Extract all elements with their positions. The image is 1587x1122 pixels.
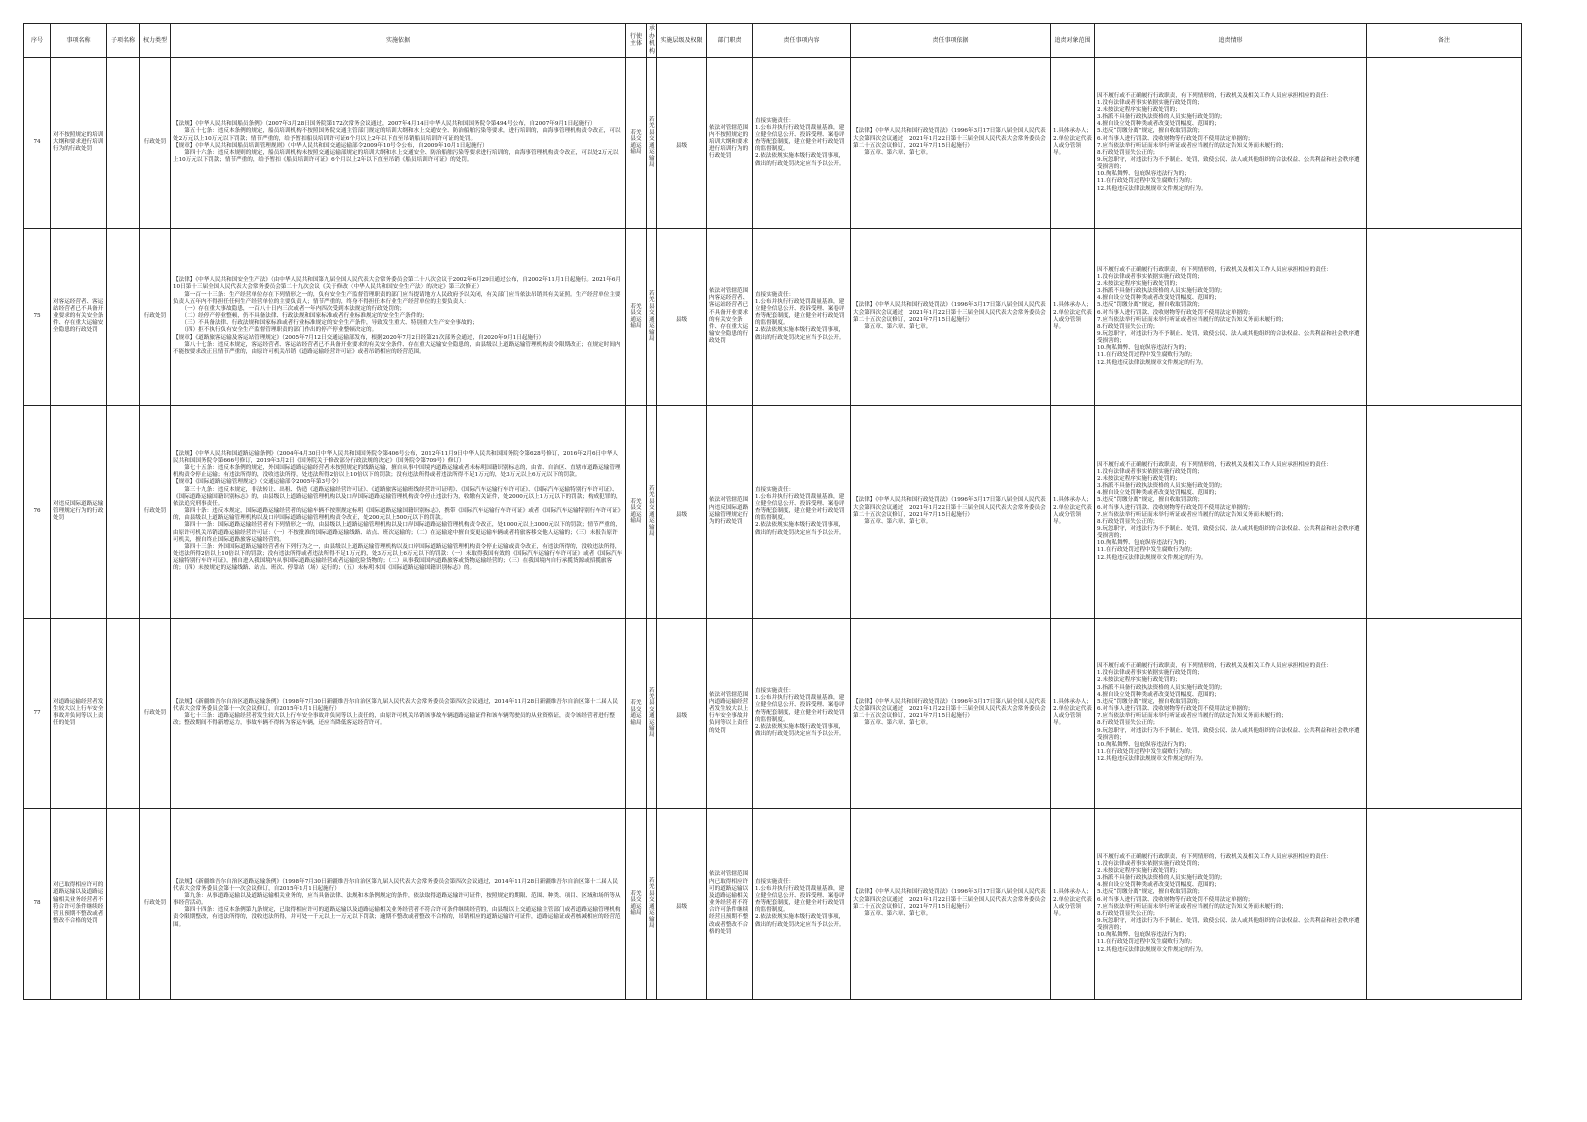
table-row (24, 405, 1522, 618)
responsibility-content: 直接实施责任： 1.公布并执行行政处罚裁量基准，建立健全信息公开、投诉受理、案卷评查等配套制度，建立健全对行政处罚的监督制度。 2.依法依规实施本级行政处罚事项，做出的行政处罚决定应当予以公开。 (753, 405, 851, 618)
legal-basis: 【法规】《新疆维吾尔自治区道路运输条例》（1998年7月30日新疆维吾尔自治区第九届人民代表大会常务委员会第四次会议通过，2014年11月28日新疆维吾尔自治区第十二届人民代表大会常务委员会第十一次会议修订，自2015年1月1日起施行） 第七十三条：道路运输经营者发生较大以上行车安全事故并负同等以上责任的，由原许可机关吊销该事故车辆道路运输证件和该车辆驾驶员的从业资格证，责令该经营者进行整改；整改期间不得新增运力，事故车辆不得转为客运车辆，还应当降低客运经营许可。 (171, 618, 626, 808)
table-row (24, 228, 1522, 405)
accountability-situation: 因不履行或不正确履行行政职责，有下列情形的，行政机关及相关工作人员应承担相应的责任： 1.没有法律或者事实依据实施行政处罚的； 2.未按法定程序实施行政处罚的； 3.指派不具备行政执法资格的人员实施行政处罚的； 4.擅自设立处罚种类或者改变处罚幅度、范围的； 5.违反“罚缴分离”规定，擅自收取罚款的； 6.对当事人进行罚款、没收财物等行政处罚不使用法定单据的； 7.应当依法举行听证而未举行听证或者应当履行的法定告知义务而未履行的； 8.行政处罚显失公正的； 9.玩忽职守，对违法行为不予制止、处罚，致使公民、法人或其他组织的合法权益、公共利益和社会秩序遭受损害的； 10.徇私舞弊、包庇纵容违法行为的； 11.在行政处罚过程中发生腐败行为的； 12.其他违反法律法规规章文件规定的行为。 (1095, 808, 1367, 999)
header-cell-basis2: 责任事项依据 (851, 24, 1051, 58)
level-label: 县级 (675, 903, 688, 910)
level-label: 县级 (675, 142, 688, 149)
department-duty: 依法对管辖范围内已取得相应许可的道路运输以及道路运输相关业务经营者不符合许可条件继续经营且预期不整改或者整改不合格的处罚 (707, 808, 753, 999)
header-cell-situation: 追责情形 (1095, 24, 1367, 58)
department-duty: 依法对管辖范围内客运经营者、客运站经营者已不具备开业要求的有关安全条件、存在重大运输安全隐患的行政处罚 (707, 228, 753, 405)
handling-org: 若羌县交通运输局 (647, 808, 657, 999)
header-cell-target: 追责对象范围 (1051, 24, 1095, 58)
legal-basis: 【法律】《中华人民共和国安全生产法》（由中华人民共和国第九届全国人民代表大会常务委员会第二十八次会议于2002年6月29日通过公布，自2002年11月1日起施行。2021年6月10日第十三届全国人民代表大会常务委员会第二十九次会议《关于修改〈中华人民共和国安全生产法〉的决定》第三次修正） 第一百一十三条：生产经营单位存在下列情形之一的，负有安全生产监督管理职责的部门应当提请地方人民政府予以关闭，有关部门应当依法吊销其有关证照。生产经营单位主要负责人五年内不得担任任何生产经营单位的主要负责人；情节严重的，终身不得担任本行业生产经营单位的主要负责人： （一）存在重大事故隐患，一百八十日内三次或者一年内四次受到本法规定的行政处罚的； （二）经停产停业整顿，仍不具备法律、行政法规和国家标准或者行业标准规定的安全生产条件的； （三）不具备法律、行政法规和国家标准或者行业标准规定的安全生产条件，导致发生重大、特别重大生产安全事故的； （四）拒不执行负有安全生产监督管理职责的部门作出的停产停业整顿决定的。 【规章】《道路旅客运输及客运站管理规定》（2005年7月12日交通运输部发布，根据2020年7月2日经第21次部务会通过，自2020年9月1日起施行） 第八十七条：违反本规定，客运经营者、客运站经营者已不具备开业要求的有关安全条件、存在重大运输安全隐患的，由县级以上道路运输管理机构责令限期改正；在规定时间内不能按要求改正且情节严重的，由原许可机关吊销《道路运输经营许可证》或者吊销相应的经营范围。 (171, 228, 626, 405)
header-cell-name: 事项名称 (51, 24, 107, 58)
sub-item-name (107, 618, 140, 808)
level-label: 县级 (675, 316, 688, 323)
power-type: 行政处罚 (140, 405, 171, 618)
table-row (24, 618, 1522, 808)
legal-basis: 【法规】《新疆维吾尔自治区道路运输条例》（1998年7月30日新疆维吾尔自治区第九届人民代表大会常务委员会第四次会议通过，2014年11月28日新疆维吾尔自治区第十二届人民代表大会常务委员会第十一次会议修订，自2015年1月1日起施行） 第九条：从事道路运输以及道路运输相关业务的，应当具备法律、法规和本条例规定的条件，依法取得道路运输许可证件，按照规定的期限、范围、种类、项目、区域和场所等从事经营活动。 第四十四条：违反本条例第九条规定，已取得相应许可的道路运输以及道路运输相关业务经营者不符合许可条件继续经营的，由县级以上交通运输主管部门或者道路运输管理机构责令限期整改，有违法所得的，没收违法所得，并可处一千元以上一万元以下罚款；逾期不整改或者整改不合格的，吊销相应的道路运输许可证件，道路运输证或者核减相应的经营范围。 (171, 808, 626, 999)
header-cell-subject: 行使主体 (626, 24, 647, 58)
responsibility-content: 直接实施责任： 1.公布并执行行政处罚裁量基准，建立健全信息公开、投诉受理、案卷评查等配套制度，建立健全对行政处罚的监督制度。 2.依法依规实施本级行政处罚事项，做出的行政处罚决定应当予以公开。 (753, 57, 851, 228)
item-name: 对道路运输经营者发生较大以上行车安全事故并负同等以上责任的处罚 (51, 618, 107, 808)
accountability-target: 1.具体承办人； 2.单位法定代表人或分管领导。 (1051, 808, 1095, 999)
legal-basis: 【法规】《中华人民共和国道路运输条例》（2004年4月30日中华人民共和国国务院令第406号公布，2012年11月9日中华人民共和国国务院令第628号修订，2016年2月6日中华人民共和国国务院令第666号修订，2019年3月2日《国务院关于修改部分行政法规的决定》（国务院令第709号）修订） 第七十五条：违反本条例的规定，外国国际道路运输经营者未按照规定的线路运输，擅自从事中国境内道路运输或者未标明国籍识别标志的，由省、自治区、直辖市道路运输管理机构责令停止运输；有违法所得的，没收违法所得，处违法所得2倍以上10倍以下的罚款；没有违法所得或者违法所得不足1万元的，处3万元以上6万元以下的罚款。 【规章】《国际道路运输管理规定》（交通运输部令2005年第3号令） 第三十九条：违反本规定，非法转让、出租、伪造《道路运输经营许可证》、《道路旅客运输班线经营许可证明》、《国际汽车运输行车许可证》、《国际汽车运输特别行车许可证》、《国际道路运输国籍识别标志》的，由县级以上道路运输管理机构以及口岸国际道路运输管理机构责令停止违法行为，收缴有关证件，处2000元以上1万元以下的罚款；构成犯罪的，依法追究刑事责任。 第四十条：违反本规定，国际道路运输经营者的运输车辆不按照规定标明《国际道路运输国籍识别标志》，携带《国际汽车运输行车许可证》或者《国际汽车运输特别行车许可证》的，由县级以上道路运输管理机构以及口岸国际道路运输管理机构责令改正，处200元以上500元以下的罚款。 第四十一条：国际道路运输经营者有下列情形之一的，由县级以上道路运输管理机构以及口岸国际道路运输管理机构责令改正，处1000元以上3000元以下的罚款；情节严重的，由原许可机关吊销道路运输经营许可证：（一）不按批准的国际道路运输线路、站点、班次运输的；（二）在运输途中擅自变更运输车辆或者将旅客移交他人运输的；（三）未报告原许可机关，擅自终止国际道路旅客运输经营的。 第四十三条：外国国际道路运输经营者有下列行为之一，由县级以上道路运输管理机构以及口岸国际道路运输管理机构责令停止运输或责令改正，有违法所得的，没收违法所得，处违法所得2倍以上10倍以下的罚款；没有违法所得或者违法所得不足1万元的，处3万元以上6万元以下的罚款：（一）未取得我国有效的《国际汽车运输行车许可证》或者《国际汽车运输特别行车许可证》，擅自进入我国境内从事国际道路运输经营或者运输危险货物的；（二）从事我国国内道路旅客或货物运输经营的；（三）在我国境内自行承揽货源或招揽旅客的；（四）未按规定的运输线路、站点、班次、停靠站（场）运行的；（五）未标明本国《国际道路运输国籍识别标志》的。 (171, 405, 626, 618)
accountability-situation: 因不履行或不正确履行行政职责，有下列情形的，行政机关及相关工作人员应承担相应的责任： 1.没有法律或者事实依据实施行政处罚的； 2.未按法定程序实施行政处罚的； 3.指派不具备行政执法资格的人员实施行政处罚的； 4.擅自设立处罚种类或者改变处罚幅度、范围的； 5.违反“罚缴分离”规定，擅自收取罚款的； 6.对当事人进行罚款、没收财物等行政处罚不使用法定单据的； 7.应当依法举行听证而未举行听证或者应当履行的法定告知义务而未履行的； 8.行政处罚显失公正的； 9.玩忽职守，对违法行为不予制止、处罚，致使公民、法人或其他组织的合法权益、公共利益和社会秩序遭受损害的； 10.徇私舞弊、包庇纵容违法行为的； 11.在行政处罚过程中发生腐败行为的； 12.其他违反法律法规规章文件规定的行为。 (1095, 57, 1367, 228)
header-cell-sub: 子项名称 (107, 24, 140, 58)
level-scope (657, 618, 707, 808)
legal-basis: 【法规】《中华人民共和国船员条例》（2007年3月28日国务院第172次常务会议通过，2007年4月14日中华人民共和国国务院令第494号公布，自2007年9月1日起施行） 第五十七条：违反本条例的规定，船员培训机构不按照国务院交通主管部门规定的培训大纲和水上交通安全、防治船舶污染等要求，进行培训的，由海事管理机构责令改正，可以处2万元以上10万元以下罚款；情节严重的，给予暂扣船员培训许可证6个月以上2年以下直至吊销船员培训许可证的处罚。 【规章】《中华人民共和国船员培训管理规则》（中华人民共和国交通运输部令2009年10号令公布，自2009年10月1日起施行） 第四十六条：违反本规则的规定，船员培训机构未按照交通运输部规定的培训大纲和水上交通安全、防治船舶污染等要求进行培训的，由海事管理机构责令改正，可以处2万元以上10万元以下罚款；情节严重的，给予暂扣《船员培训许可证》6个月以上2年以下直至吊销《船员培训许可证》的处罚。 (171, 57, 626, 228)
remarks (1367, 57, 1522, 228)
remarks (1367, 228, 1522, 405)
exercising-subject: 若羌县交通运输局 (626, 57, 647, 228)
accountability-target: 1.具体承办人； 2.单位法定代表人或分管领导。 (1051, 57, 1095, 228)
responsibility-basis: 【法律】《中华人民共和国行政处罚法》（1996年3月17日第八届全国人民代表大会第四次会议通过 2021年1月22日第十三届全国人民代表大会常务委员会第二十五次会议修订，2021年7月15日起施行） 第五章、第六章、第七章。 (851, 405, 1051, 618)
remarks (1367, 405, 1522, 618)
responsibility-content: 直接实施责任： 1.公布并执行行政处罚裁量基准，建立健全信息公开、投诉受理、案卷评查等配套制度，建立健全对行政处罚的监督制度。 2.依法依规实施本级行政处罚事项，做出的行政处罚决定应当予以公开。 (753, 228, 851, 405)
handling-org: 若羌县交通运输局 (647, 618, 657, 808)
responsibility-basis: 【法律】《中华人民共和国行政处罚法》（1996年3月17日第八届全国人民代表大会第四次会议通过 2021年1月22日第十三届全国人民代表大会常务委员会第二十五次会议修订，2021年7月15日起施行） 第五章、第六章、第七章。 (851, 57, 1051, 228)
accountability-target: 1.具体承办人； 2.单位法定代表人或分管领导。 (1051, 405, 1095, 618)
accountability-situation: 因不履行或不正确履行行政职责，有下列情形的，行政机关及相关工作人员应承担相应的责任： 1.没有法律或者事实依据实施行政处罚的； 2.未按法定程序实施行政处罚的； 3.指派不具备行政执法资格的人员实施行政处罚的； 4.擅自设立处罚种类或者改变处罚幅度、范围的； 5.违反“罚缴分离”规定，擅自收取罚款的； 6.对当事人进行罚款、没收财物等行政处罚不使用法定单据的； 7.应当依法举行听证而未举行听证或者应当履行的法定告知义务而未履行的； 8.行政处罚显失公正的； 9.玩忽职守，对违法行为不予制止、处罚，致使公民、法人或其他组织的合法权益、公共利益和社会秩序遭受损害的； 10.徇私舞弊、包庇纵容违法行为的； 11.在行政处罚过程中发生腐败行为的； 12.其他违反法律法规规章文件规定的行为。 (1095, 228, 1367, 405)
table-row (24, 57, 1522, 228)
power-type: 行政处罚 (140, 618, 171, 808)
sub-item-name (107, 405, 140, 618)
item-name: 对已取得相应许可的道路运输以及道路运输相关业务经营者不符合许可条件继续经营且预期不整改或者整改不合格的处罚 (51, 808, 107, 999)
accountability-situation: 因不履行或不正确履行行政职责，有下列情形的，行政机关及相关工作人员应承担相应的责任： 1.没有法律或者事实依据实施行政处罚的； 2.未按法定程序实施行政处罚的； 3.指派不具备行政执法资格的人员实施行政处罚的； 4.擅自设立处罚种类或者改变处罚幅度、范围的； 5.违反“罚缴分离”规定，擅自收取罚款的； 6.对当事人进行罚款、没收财物等行政处罚不使用法定单据的； 7.应当依法举行听证而未举行听证或者应当履行的法定告知义务而未履行的； 8.行政处罚显失公正的； 9.玩忽职守，对违法行为不予制止、处罚，致使公民、法人或其他组织的合法权益、公共利益和社会秩序遭受损害的； 10.徇私舞弊、包庇纵容违法行为的； 11.在行政处罚过程中发生腐败行为的； 12.其他违反法律法规规章文件规定的行为。 (1095, 405, 1367, 618)
sub-item-name (107, 57, 140, 228)
row-number: 77 (24, 618, 51, 808)
responsibility-content: 直接实施责任： 1.公布并执行行政处罚裁量基准，建立健全信息公开、投诉受理、案卷评查等配套制度，建立健全对行政处罚的监督制度。 2.依法依规实施本级行政处罚事项，做出的行政处罚决定应当予以公开。 (753, 618, 851, 808)
handling-org: 若羌县交通运输局 (647, 228, 657, 405)
item-name: 对违反国际道路运输管理规定行为的行政处罚 (51, 405, 107, 618)
handling-org: 若羌县交通运输局 (647, 57, 657, 228)
level-scope (657, 228, 707, 405)
responsibility-basis: 【法律】《中华人民共和国行政处罚法》（1996年3月17日第八届全国人民代表大会第四次会议通过 2021年1月22日第十三届全国人民代表大会常务委员会第二十五次会议修订，2021年7月15日起施行） 第五章、第六章、第七章。 (851, 618, 1051, 808)
accountability-target: 1.具体承办人； 2.单位法定代表人或分管领导。 (1051, 228, 1095, 405)
responsibility-basis: 【法律】《中华人民共和国行政处罚法》（1996年3月17日第八届全国人民代表大会第四次会议通过 2021年1月22日第十三届全国人民代表大会常务委员会第二十五次会议修订，2021年7月15日起施行） 第五章、第六章、第七章。 (851, 808, 1051, 999)
header-cell-content: 责任事项内容 (753, 24, 851, 58)
row-number: 74 (24, 57, 51, 228)
power-type: 行政处罚 (140, 228, 171, 405)
department-duty: 依法对管辖范围内道路运输经营者发生较大以上行车安全事故并负同等以上责任的处罚 (707, 618, 753, 808)
accountability-target: 1.具体承办人； 2.单位法定代表人或分管领导。 (1051, 618, 1095, 808)
department-duty: 依法对管辖范围内不按照规定的培训大纲和要求进行培训行为的行政处罚 (707, 57, 753, 228)
remarks (1367, 618, 1522, 808)
level-label: 县级 (675, 511, 688, 518)
header-cell-org: 承办机构 (647, 24, 657, 58)
header-cell-level: 实施层级及权限 (657, 24, 707, 58)
exercising-subject: 若羌县交通运输局 (626, 228, 647, 405)
responsibility-table (23, 23, 1522, 1000)
sub-item-name (107, 808, 140, 999)
row-number: 75 (24, 228, 51, 405)
header-cell-type: 权力类型 (140, 24, 171, 58)
level-scope (657, 808, 707, 999)
responsibility-content: 直接实施责任： 1.公布并执行行政处罚裁量基准，建立健全信息公开、投诉受理、案卷评查等配套制度，建立健全对行政处罚的监督制度。 2.依法依规实施本级行政处罚事项，做出的行政处罚决定应当予以公开。 (753, 808, 851, 999)
table-row (24, 808, 1522, 999)
exercising-subject: 若羌县交通运输局 (626, 808, 647, 999)
department-duty: 依法对管辖范围内违反国际道路运输管理规定行为的行政处罚 (707, 405, 753, 618)
power-type: 行政处罚 (140, 57, 171, 228)
exercising-subject: 若羌县交通运输局 (626, 618, 647, 808)
item-name: 对不按照规定的培训大纲和要求进行培训行为的行政处罚 (51, 57, 107, 228)
exercising-subject: 若羌县交通运输局 (626, 405, 647, 618)
accountability-situation: 因不履行或不正确履行行政职责，有下列情形的，行政机关及相关工作人员应承担相应的责任： 1.没有法律或者事实依据实施行政处罚的； 2.未按法定程序实施行政处罚的； 3.指派不具备行政执法资格的人员实施行政处罚的； 4.擅自设立处罚种类或者改变处罚幅度、范围的； 5.违反“罚缴分离”规定，擅自收取罚款的； 6.对当事人进行罚款、没收财物等行政处罚不使用法定单据的； 7.应当依法举行听证而未举行听证或者应当履行的法定告知义务而未履行的； 8.行政处罚显失公正的； 9.玩忽职守，对违法行为不予制止、处罚，致使公民、法人或其他组织的合法权益、公共利益和社会秩序遭受损害的； 10.徇私舞弊、包庇纵容违法行为的； 11.在行政处罚过程中发生腐败行为的； 12.其他违反法律法规规章文件规定的行为。 (1095, 618, 1367, 808)
responsibility-basis: 【法律】《中华人民共和国行政处罚法》（1996年3月17日第八届全国人民代表大会第四次会议通过 2021年1月22日第十三届全国人民代表大会常务委员会第二十五次会议修订，2021年7月15日起施行） 第五章、第六章、第七章。 (851, 228, 1051, 405)
header-cell-no: 序号 (24, 24, 51, 58)
level-label: 县级 (675, 713, 688, 720)
row-number: 76 (24, 405, 51, 618)
level-scope (657, 57, 707, 228)
power-type: 行政处罚 (140, 808, 171, 999)
remarks (1367, 808, 1522, 999)
row-number: 78 (24, 808, 51, 999)
handling-org: 若羌县交通运输局 (647, 405, 657, 618)
level-scope (657, 405, 707, 618)
header-cell-duty: 部门职责 (707, 24, 753, 58)
item-name: 对客运经营者、客运站经营者已不具备开业要求的有关安全条件、存在重大运输安全隐患的行政处罚 (51, 228, 107, 405)
header-cell-note: 备注 (1367, 24, 1522, 58)
header-cell-basis: 实施依据 (171, 24, 626, 58)
header-row (24, 24, 1522, 58)
sub-item-name (107, 228, 140, 405)
